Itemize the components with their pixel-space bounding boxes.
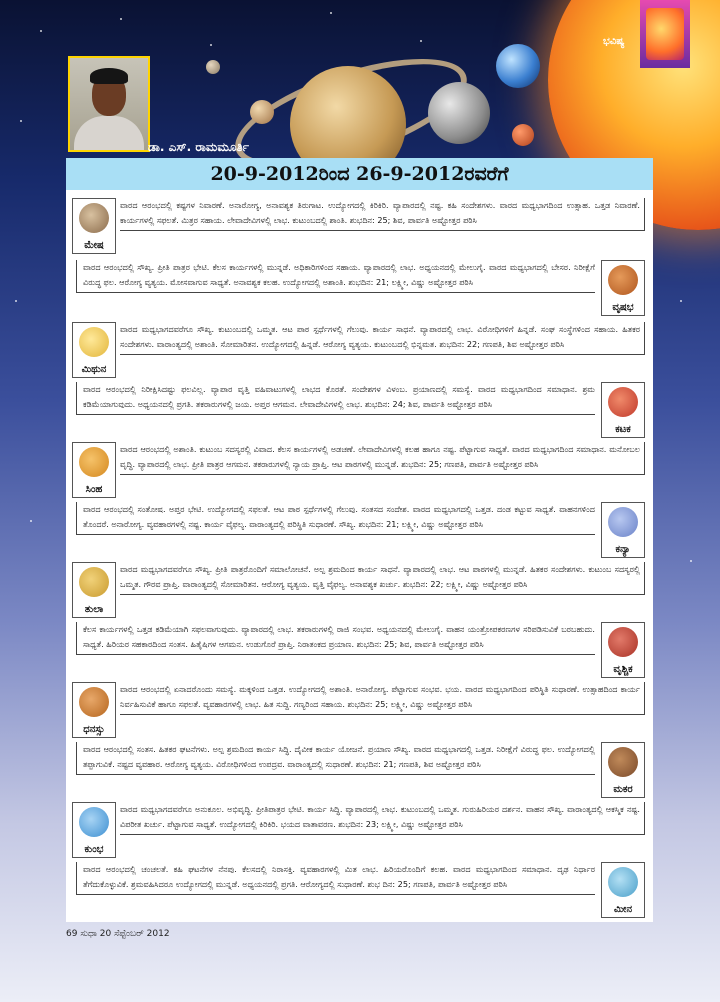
sign-badge-makara (601, 742, 645, 798)
earth-planet (496, 44, 540, 88)
date-band (66, 158, 653, 190)
twins-icon (79, 327, 109, 357)
crocodile-icon (608, 747, 638, 777)
sign-badge-vrishchika (601, 622, 645, 678)
bull-icon (608, 265, 638, 295)
venus-planet (250, 100, 274, 124)
horoscope-text: ವಾರದ ಆರಂಭದಲ್ಲಿ ಸಂತೋಷ. ಅಪ್ತರ ಭೇಟಿ. ಉದ್ಯೋಗದಲ್ಲಿ ಸಫಲತೆ. ಆಟ ಪಾಠ ಸ್ಪರ್ಧೆಗಳಲ್ಲಿ ಗೆಲುವು. ಸಂತಸದ ಸಂದೇಶ. ವಾರದ ಮಧ್ಯಭಾಗದಲ್ಲಿ ಒತ್ತಡ. ದಂಡ ಕಟ್ಟುವ ಸಾಧ್ಯತೆ. ವಾಹನಗಳಿಂದ ತೊಂದರೆ. ಅನಾರೋಗ್ಯ. ವ್ಯವಹಾರಗಳಲ್ಲಿ ನಷ್ಟ. ಕಾರ್ಯ ವೈಫಲ್ಯ. ವಾರಾಂತ್ಯದಲ್ಲಿ ಪರಿಸ್ಥಿತಿ ಸುಧಾರಣೆ. ಸೌಖ್ಯ. ಶುಭದಿನ: 21; ಲಕ್ಷ್ಮೀ, ವಿಷ್ಣು ಅಷ್ಟೋತ್ತರ ಪಠಿಸಿ (76, 502, 595, 535)
badge-image (646, 8, 684, 60)
fish-icon (608, 867, 638, 897)
star (330, 12, 332, 14)
sign-badge-kumbha (72, 802, 116, 858)
ram-icon (79, 203, 109, 233)
page-footer: 69 ಸುಧಾ 20 ಸೆಪ್ಟೆಂಬರ್ 2012 (66, 929, 170, 939)
horoscope-row-meena (66, 862, 653, 918)
sign-badge-mesha (72, 198, 116, 254)
star (20, 120, 22, 122)
sign-name: ಧನಸ್ಸು (83, 724, 105, 735)
sign-name: ಮೇಷ (84, 240, 104, 251)
scorpion-icon (608, 627, 638, 657)
moon-planet (206, 60, 220, 74)
star (690, 560, 692, 562)
author-name: ಡಾ. ಎಸ್. ರಾಮಮೂರ್ತಿ (148, 140, 249, 154)
sign-name: ಮಿಥುನ (81, 364, 107, 375)
sign-badge-kataka (601, 382, 645, 438)
horoscope-row-vrishabha (66, 260, 653, 316)
sign-name: ತುಲಾ (84, 604, 104, 615)
sign-badge-simha (72, 442, 116, 498)
sign-name: ಮಕರ (613, 784, 633, 795)
archer-icon (79, 687, 109, 717)
horoscope-text: ವಾರದ ಆರಂಭದಲ್ಲಿ ಏನಾದರೊಂದು ಸಮಸ್ಯೆ. ಮಕ್ಕಳಿಂದ ಒತ್ತಡ. ಉದ್ಯೋಗದಲ್ಲಿ ಅಶಾಂತಿ. ಅನಾರೋಗ್ಯ. ಪೆಟ್ಟಾಗುವ ಸಂಭವ. ಭಯ. ವಾರದ ಮಧ್ಯಭಾಗದಿಂದ ಪರಿಸ್ಥಿತಿ ಸುಧಾರಣೆ. ಉತ್ಸಾಹದಿಂದ ಕಾರ್ಯ ನಿರ್ವಹಿಸುವಿಕೆ ಹಾಗೂ ಸಫಲತೆ. ವ್ಯವಹಾರಗಳಲ್ಲಿ ಲಾಭ. ಹಿತ ಸುದ್ದಿ. ಗಣ್ಯರಿಂದ ಸಹಾಯ. ಶುಭದಿನ: 25; ಲಕ್ಷ್ಮೀ, ವಿಷ್ಣು ಅಷ್ಟೋತ್ತರ ಪಠಿಸಿ (120, 682, 645, 715)
maiden-icon (608, 507, 638, 537)
author-photo (68, 56, 150, 152)
horoscope-text: ವಾರದ ಮಧ್ಯಭಾಗದವರೆಗೂ ಸೌಖ್ಯ. ಕುಟುಂಬದಲ್ಲಿ ಒಮ್ಮತ. ಆಟ ಪಾಠ ಸ್ಪರ್ಧೆಗಳಲ್ಲಿ ಗೆಲುವು. ಕಾರ್ಯ ಸಾಧನೆ. ವ್ಯಾಪಾರದಲ್ಲಿ ಲಾಭ. ವಿರೋಧಿಗಳಿಗೆ ಹಿನ್ನಡೆ. ಸಂಘ ಸಂಸ್ಥೆಗಳಿಂದ ಸಹಾಯ. ಹಿತಕರ ಸಂದೇಶಗಳು. ವಾರಾಂತ್ಯದಲ್ಲಿ ಅಶಾಂತಿ. ಸೋಮಾರಿತನ. ಉದ್ಯೋಗದಲ್ಲಿ ಹಿನ್ನಡೆ. ಆರೋಗ್ಯ ವ್ಯತ್ಯಯ. ಕುಟುಂಬದಲ್ಲಿ ಭಿನ್ನಮತ. ಶುಭದಿನ: 22; ಗಣಪತಿ, ಶಿವ ಅಷ್ಟೋತ್ತರ ಪಠಿಸಿ (120, 322, 645, 355)
star (40, 30, 42, 32)
horoscope-row-tula (66, 562, 653, 618)
series-label: ಭವಿಷ್ಯ (603, 36, 625, 47)
sign-name: ಕಟಕ (615, 424, 631, 435)
star (120, 18, 122, 20)
horoscope-row-kumbha (66, 802, 653, 858)
sign-name: ಕುಂಭ (84, 844, 104, 855)
sign-badge-tula (72, 562, 116, 618)
sign-name: ಸಿಂಹ (85, 484, 103, 495)
star (420, 40, 422, 42)
date-title: 20-9-2012ರಿಂದ 26-9-2012ರವರೆಗೆ (210, 163, 509, 185)
horoscope-text: ವಾರದ ಮಧ್ಯಭಾಗದವರೆಗೂ ಸೌಖ್ಯ. ಪ್ರೀತಿ ಪಾತ್ರರೊಂದಿಗೆ ಸಮಾಲೋಚನೆ. ಅಲ್ಪ ಶ್ರಮದಿಂದ ಕಾರ್ಯ ಸಾಧನೆ. ವ್ಯಾಪಾರದಲ್ಲಿ ಲಾಭ. ಆಟ ಪಾಠಗಳಲ್ಲಿ ಮುನ್ನಡೆ. ಹಿತಕರ ಸಂದೇಶಗಳು. ಕುಟುಂಬ ಸದಸ್ಯರಲ್ಲಿ ಒಮ್ಮತ. ಗೌರವ ಪ್ರಾಪ್ತಿ. ವಾರಾಂತ್ಯದಲ್ಲಿ ಸೋಮಾರಿತನ. ಆರೋಗ್ಯ ವ್ಯತ್ಯಯ. ವೃತ್ತಿ ವೈಫಲ್ಯ. ಅನಾವಶ್ಯಕ ಖರ್ಚು. ಶುಭದಿನ: 22; ಲಕ್ಷ್ಮೀ, ವಿಷ್ಣು ಅಷ್ಟೋತ್ತರ ಪಠಿಸಿ (120, 562, 645, 595)
sign-badge-kanya (601, 502, 645, 558)
crab-icon (608, 387, 638, 417)
lion-icon (79, 447, 109, 477)
sign-name: ಮೀನ (614, 904, 632, 915)
sign-badge-mithuna (72, 322, 116, 378)
star (30, 520, 32, 522)
star (15, 300, 17, 302)
sign-badge-meena (601, 862, 645, 918)
horoscope-row-kanya (66, 502, 653, 558)
horoscope-text: ವಾರದ ಆರಂಭದಲ್ಲಿ ಕಷ್ಟಗಳ ನಿವಾರಣೆ. ಅನಾರೋಗ್ಯ, ಅನಾವಶ್ಯಕ ತಿರುಗಾಟ. ಉದ್ಯೋಗದಲ್ಲಿ ಕಿರಿಕಿರಿ. ವ್ಯಾಪಾರದಲ್ಲಿ ನಷ್ಟ. ಕಹಿ ಸಂದೇಶಗಳು. ವಾರದ ಮಧ್ಯಭಾಗದಿಂದ ಉತ್ಸಾಹ. ಒತ್ತಡ ನಿವಾರಣೆ. ಕಾರ್ಯಗಳಲ್ಲಿ ಸಫಲತೆ. ಮಿತ್ರರ ಸಹಾಯ. ಲೇವಾದೇವಿಗಳಲ್ಲಿ ಲಾಭ. ಕುಟುಂಬದಲ್ಲಿ ಶಾಂತಿ. ಶುಭದಿನ: 25; ಶಿವ, ಪಾರ್ವತಿ ಅಷ್ಟೋತ್ತರ ಪಠಿಸಿ (120, 198, 645, 231)
horoscope-text: ವಾರದ ಆರಂಭದಲ್ಲಿ ಅಶಾಂತಿ. ಕುಟುಂಬ ಸದಸ್ಯರಲ್ಲಿ ವಿವಾದ. ಕೆಲಸ ಕಾರ್ಯಗಳಲ್ಲಿ ಅಡಚಣೆ. ಲೇವಾದೇವಿಗಳಲ್ಲಿ ಕಲಹ ಹಾಗೂ ನಷ್ಟ. ಪೆಟ್ಟಾಗುವ ಸಾಧ್ಯತೆ. ವಾರದ ಮಧ್ಯಭಾಗದಿಂದ ಸಮಾಧಾನ. ಮನೋಬಲ ವೃದ್ಧಿ. ವ್ಯಾಪಾರದಲ್ಲಿ ಲಾಭ. ಪ್ರೀತಿ ಪಾತ್ರರ ಆಗಮನ. ತಕರಾರುಗಳಲ್ಲಿ ನ್ಯಾಯ ಪ್ರಾಪ್ತಿ. ಆಟ ಪಾಠಗಳಲ್ಲಿ ಮುನ್ನಡೆ. ಶುಭದಿನ: 25; ಗಣಪತಿ, ಪಾರ್ವತಿ ಅಷ್ಟೋತ್ತರ ಪಠಿಸಿ (120, 442, 645, 475)
mars-planet (512, 124, 534, 146)
horoscope-row-mesha (66, 198, 653, 254)
horoscope-text: ವಾರದ ಆರಂಭದಲ್ಲಿ ಚಂಚಲತೆ. ಕಹಿ ಘಟನೆಗಳ ನೆನಪು. ಕೆಲಸದಲ್ಲಿ ನಿರಾಸಕ್ತಿ. ವ್ಯವಹಾರಗಳಲ್ಲಿ ಮಿತ ಲಾಭ. ಹಿರಿಯರೊಂದಿಗೆ ಕಲಹ. ವಾರದ ಮಧ್ಯಭಾಗದಿಂದ ಸಮಾಧಾನ. ದೃಢ ನಿರ್ಧಾರ ತೆಗೆದುಕೊಳ್ಳುವಿಕೆ. ಶ್ರಮವಹಿಸಿದರೂ ಉದ್ಯೋಗದಲ್ಲಿ ಮುನ್ನಡೆ. ಅಧ್ಯಯನದಲ್ಲಿ ಪ್ರಗತಿ. ಆರೋಗ್ಯದಲ್ಲಿ ಸುಧಾರಣೆ. ಶುಭ ದಿನ: 25; ಗಣಪತಿ, ಪಾರ್ವತಿ ಅಷ್ಟೋತ್ತರ ಪಠಿಸಿ (76, 862, 595, 895)
horoscope-text: ವಾರದ ಆರಂಭದಲ್ಲಿ ಸಂತಸ. ಹಿತಕರ ಘಟನೆಗಳು. ಅಲ್ಪ ಶ್ರಮದಿಂದ ಕಾರ್ಯ ಸಿದ್ಧಿ. ದೈವೀಕ ಕಾರ್ಯ ಯೋಜನೆ. ಪ್ರಯಾಣ ಸೌಖ್ಯ. ವಾರದ ಮಧ್ಯಭಾಗದಲ್ಲಿ ಒತ್ತಡ. ನಿರೀಕ್ಷೆಗೆ ವಿರುದ್ಧ ಫಲ. ಉದ್ಯೋಗದಲ್ಲಿ ತಪ್ಪಾಗುವಿಕೆ. ನಷ್ಟದ ವ್ಯವಹಾರ. ಆರೋಗ್ಯ ವ್ಯತ್ಯಯ. ವಿರೋಧಿಗಳಿಂದ ಉಪದ್ರವ. ವಾರಾಂತ್ಯದಲ್ಲಿ ಸುಧಾರಣೆ. ಶುಭದಿನ: 21; ಗಣಪತಿ, ಶಿವ ಅಷ್ಟೋತ್ತರ ಪಠಿಸಿ (76, 742, 595, 775)
horoscope-row-simha (66, 442, 653, 498)
water-bearer-icon (79, 807, 109, 837)
star (680, 300, 682, 302)
sign-badge-dhanassu (72, 682, 116, 738)
horoscope-row-vrishchika (66, 622, 653, 678)
horoscope-row-kataka (66, 382, 653, 438)
mercury-planet (428, 82, 490, 144)
star (210, 44, 212, 46)
horoscope-text: ವಾರದ ಆರಂಭದಲ್ಲಿ ಸೌಖ್ಯ. ಪ್ರೀತಿ ಪಾತ್ರರ ಭೇಟಿ. ಕೆಲಸ ಕಾರ್ಯಗಳಲ್ಲಿ ಮುನ್ನಡೆ. ಅಧಿಕಾರಿಗಳಿಂದ ಸಹಾಯ. ವ್ಯಾಪಾರದಲ್ಲಿ ಲಾಭ. ಅಧ್ಯಯನದಲ್ಲಿ ಮೇಲುಗೈ. ವಾರದ ಮಧ್ಯಭಾಗದಲ್ಲಿ ಬೇಸರ. ನಿರೀಕ್ಷೆಗೆ ವಿರುದ್ಧ ಫಲ. ಆರೋಗ್ಯ ವ್ಯತ್ಯಯ. ಮೋಸವಾಗುವ ಸಾಧ್ಯತೆ. ಅನಾವಶ್ಯಕ ಕಲಹ. ಉದ್ಯೋಗದಲ್ಲಿ ಅಶಾಂತಿ. ಶುಭದಿನ: 21; ಲಕ್ಷ್ಮೀ, ವಿಷ್ಣು ಅಷ್ಟೋತ್ತರ ಪಠಿಸಿ (76, 260, 595, 293)
horoscope-row-dhanassu (66, 682, 653, 738)
horoscope-text: ವಾರದ ಆರಂಭದಲ್ಲಿ ನಿರೀಕ್ಷಿಸಿದಷ್ಟು ಫಲವಿಲ್ಲ. ವ್ಯಾಪಾರ ವೃತ್ತಿ ವಹಿವಾಟುಗಳಲ್ಲಿ ಲಾಭದ ಕೊರತೆ. ಸಂದೇಶಗಳ ವಿಳಂಬ. ಪ್ರಯಾಣದಲ್ಲಿ ಸಮಸ್ಯೆ. ವಾರದ ಮಧ್ಯಭಾಗದಿಂದ ಸಮಾಧಾನ. ಶ್ರಮ ಕಡಿಮೆಯಾಗುವುದು. ಅಧ್ಯಯನದಲ್ಲಿ ಪ್ರಗತಿ. ತಕರಾರುಗಳಲ್ಲಿ ಜಯ. ಅಪ್ತರ ಆಗಮನ. ಲೇವಾದೇವಿಗಳಲ್ಲಿ ಲಾಭ. ಶುಭದಿನ: 24; ಶಿವ, ಪಾರ್ವತಿ ಅಷ್ಟೋತ್ತರ ಪಠಿಸಿ (76, 382, 595, 415)
horoscope-text: ವಾರದ ಮಧ್ಯಭಾಗದವರೆಗೂ ಅನುಕೂಲ. ಅಭಿವೃದ್ಧಿ. ಪ್ರೀತಿಪಾತ್ರರ ಭೇಟಿ. ಕಾರ್ಯ ಸಿದ್ಧಿ. ವ್ಯಾಪಾರದಲ್ಲಿ ಲಾಭ. ಕುಟುಂಬದಲ್ಲಿ ಒಮ್ಮತ. ಗುರುಹಿರಿಯರ ದರ್ಶನ. ವಾಹನ ಸೌಖ್ಯ. ವಾರಾಂತ್ಯದಲ್ಲಿ ಆಕಸ್ಮಿಕ ನಷ್ಟ. ವಿಪರೀತ ಖರ್ಚು. ಪೆಟ್ಟಾಗುವ ಸಾಧ್ಯತೆ. ಉದ್ಯೋಗದಲ್ಲಿ ಕಿರಿಕಿರಿ. ಭಯದ ವಾತಾವರಣ. ಶುಭದಿನ: 23; ಲಕ್ಷ್ಮೀ, ವಿಷ್ಣು ಅಷ್ಟೋತ್ತರ ಪಠಿಸಿ (120, 802, 645, 835)
sign-name: ವೃಷಭ (612, 302, 634, 313)
sign-name: ಕನ್ಯಾ (615, 544, 631, 555)
horoscope-text: ಕೆಲಸ ಕಾರ್ಯಗಳಲ್ಲಿ ಒತ್ತಡ ಕಡಿಮೆಯಾಗಿ ಸಫಲವಾಗುವುದು. ವ್ಯಾಪಾರದಲ್ಲಿ ಲಾಭ. ತಕರಾರುಗಳಲ್ಲಿ ರಾಜಿ ಸಂಭವ. ಅಧ್ಯಯನದಲ್ಲಿ ಮೇಲುಗೈ. ವಾಹನ ಯಂತ್ರೋಪಕರಣಗಳ ಸರಿಪಡಿಸುವಿಕೆ ಬರಬಹುದು. ಸಾಧ್ಯತೆ. ಹಿರಿಯರ ಸಹಕಾರದಿಂದ ಸಂತಸ. ಹಿತೈಷಿಗಳ ಆಗಮನ. ಉಡುಗೊರೆ ಪ್ರಾಪ್ತಿ. ನಿರಾತಂಕದ ಪ್ರಯಾಣ. ಶುಭದಿನ: 25; ಶಿವ, ಪಾರ್ವತಿ ಅಷ್ಟೋತ್ತರ ಪಠಿಸಿ (76, 622, 595, 655)
horoscope-row-makara (66, 742, 653, 798)
section-badge (640, 0, 690, 68)
scales-icon (79, 567, 109, 597)
horoscope-row-mithuna (66, 322, 653, 378)
sign-name: ವೃಶ್ಚಿಕ (613, 664, 633, 675)
sign-badge-vrishabha (601, 260, 645, 316)
